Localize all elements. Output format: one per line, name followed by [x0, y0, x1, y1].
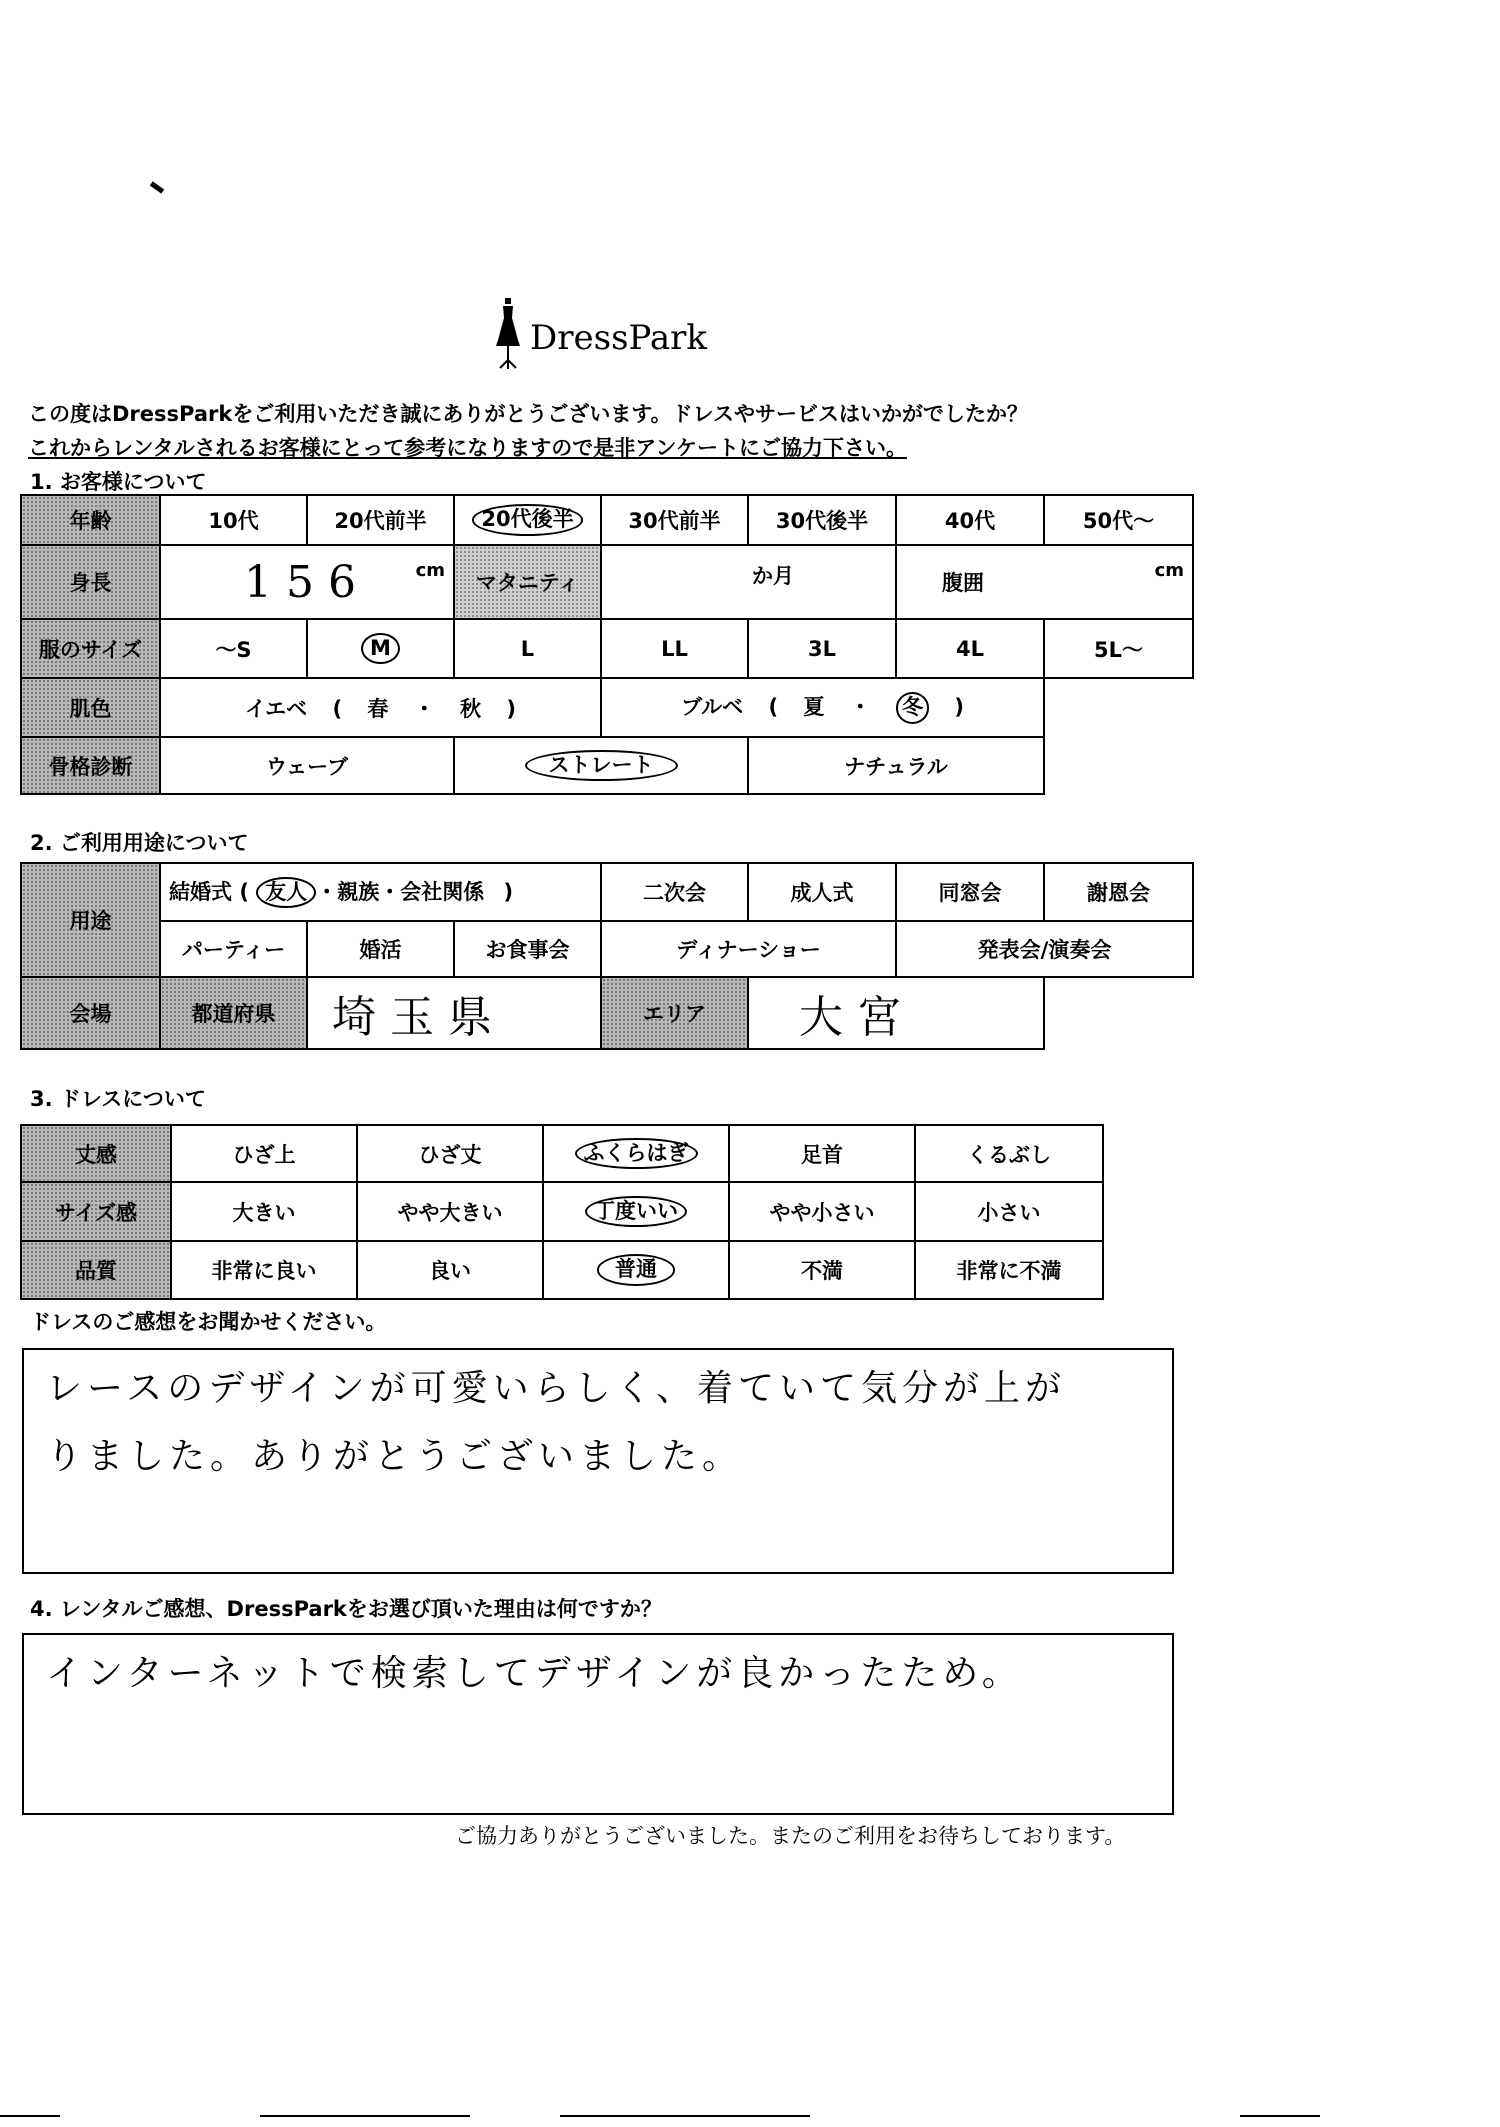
usage-wedding-option[interactable] — [160, 863, 601, 921]
closing-message: ご協力ありがとうございました。またのご利用をお待ちしております。 — [455, 1824, 1126, 1848]
friend-option-selected[interactable]: 友人 — [256, 877, 316, 908]
frame-option-natural[interactable]: ナチュラル — [748, 737, 1044, 794]
dress-icon — [490, 298, 526, 372]
dress-comment-box[interactable] — [22, 1348, 1174, 1574]
size-option-4l[interactable]: 4L — [896, 619, 1044, 678]
wedding-label: 結婚式 — [169, 879, 232, 904]
winter-option-selected[interactable]: 冬 — [896, 692, 929, 723]
prefecture-value: 埼玉県 — [332, 992, 506, 1043]
brand-name: DressPark — [530, 318, 708, 358]
length-option-above-knee[interactable]: ひざ上 — [171, 1125, 357, 1182]
size-option-m[interactable] — [307, 619, 454, 678]
selected-circle: M — [361, 633, 400, 664]
selected-circle: 丁度いい — [585, 1196, 687, 1227]
usage-option-coming-of-age[interactable]: 成人式 — [748, 863, 896, 921]
size-option-l[interactable]: L — [454, 619, 601, 678]
empty-cell — [1044, 977, 1193, 1049]
age-label: 年齢 — [21, 495, 160, 545]
frame-label: 骨格診断 — [21, 737, 160, 794]
skin-yellow-option[interactable] — [160, 678, 601, 737]
dress-comment-line-1: レースのデザインが可愛いらしく、着ていて気分が上が — [46, 1368, 1066, 1409]
fit-option-large[interactable]: 大きい — [171, 1182, 357, 1241]
reason-answer-text: インターネットで検索してデザインが良かったため。 — [46, 1653, 1023, 1694]
height-unit: cm — [415, 560, 445, 581]
age-option-late-20s[interactable] — [454, 495, 601, 545]
scan-mark — [150, 181, 164, 193]
paren-open: ( — [768, 695, 779, 720]
wedding-other-options: ・親族・会社関係 — [316, 879, 485, 904]
skin-blue-option[interactable] — [601, 678, 1044, 737]
length-option-ankle[interactable]: 足首 — [729, 1125, 915, 1182]
waist-unit: cm — [1154, 560, 1184, 581]
area-value: 大宮 — [799, 992, 916, 1043]
summer-option[interactable]: 夏 — [803, 695, 825, 720]
maternity-label: マタニティ — [454, 545, 601, 619]
selected-circle: 20代後半 — [472, 504, 582, 535]
separator-dot: ・ — [413, 696, 435, 721]
usage-option-dinner[interactable]: お食事会 — [454, 921, 601, 977]
paren-open: ( — [239, 879, 249, 904]
fit-option-small[interactable]: 小さい — [915, 1182, 1103, 1241]
frame-option-wave[interactable]: ウェーブ — [160, 737, 454, 794]
empty-cell — [1044, 737, 1193, 794]
section-2-heading: 2. ご利用用途について — [30, 831, 249, 855]
scan-edge-marks — [0, 2114, 1500, 2118]
length-option-knee[interactable]: ひざ丈 — [357, 1125, 543, 1182]
usage-option-dinner-show[interactable]: ディナーショー — [601, 921, 896, 977]
usage-table — [20, 862, 1194, 1050]
quality-option-average[interactable] — [543, 1241, 729, 1299]
frame-option-straight[interactable] — [454, 737, 748, 794]
customer-table — [20, 494, 1194, 795]
age-option-early-20s[interactable]: 20代前半 — [307, 495, 454, 545]
usage-option-party[interactable]: パーティー — [160, 921, 307, 977]
prefecture-field[interactable] — [307, 977, 601, 1049]
fit-option-just-right[interactable] — [543, 1182, 729, 1241]
months-unit: か月 — [752, 564, 794, 588]
size-option-ll[interactable]: LL — [601, 619, 748, 678]
area-label: エリア — [601, 977, 748, 1049]
size-option-5l[interactable]: 5L〜 — [1044, 619, 1193, 678]
intro-line-1: この度はDressParkをご利用いただき誠にありがとうございます。ドレスやサービスはいかがでしたか？ — [28, 402, 1029, 426]
section-3-heading: 3. ドレスについて — [30, 1087, 206, 1111]
autumn-option[interactable]: 秋 — [460, 696, 482, 721]
brand-logo — [490, 298, 750, 373]
usage-option-reunion[interactable]: 同窓会 — [896, 863, 1044, 921]
size-label: 服のサイズ — [21, 619, 160, 678]
quality-label: 品質 — [21, 1241, 171, 1299]
age-option-early-30s[interactable]: 30代前半 — [601, 495, 748, 545]
fit-label: サイズ感 — [21, 1182, 171, 1241]
usage-option-konkatsu[interactable]: 婚活 — [307, 921, 454, 977]
usage-label: 用途 — [21, 863, 160, 977]
spring-option[interactable]: 春 — [367, 696, 389, 721]
length-option-anklebone[interactable]: くるぶし — [915, 1125, 1103, 1182]
quality-option-very-dissatisfied[interactable]: 非常に不満 — [915, 1241, 1103, 1299]
venue-label: 会場 — [21, 977, 160, 1049]
blue-base-label: ブルベ — [681, 695, 744, 720]
height-label: 身長 — [21, 545, 160, 619]
fit-option-slightly-large[interactable]: やや大きい — [357, 1182, 543, 1241]
selected-circle: ストレート — [525, 750, 678, 781]
selected-circle: ふくらはぎ — [575, 1138, 698, 1169]
quality-option-good[interactable]: 良い — [357, 1241, 543, 1299]
quality-option-very-good[interactable]: 非常に良い — [171, 1241, 357, 1299]
waist-field[interactable] — [896, 545, 1193, 619]
usage-option-thanks-party[interactable]: 謝恩会 — [1044, 863, 1193, 921]
length-label: 丈感 — [21, 1125, 171, 1182]
usage-option-afterparty[interactable]: 二次会 — [601, 863, 748, 921]
paren-close: ) — [506, 696, 516, 721]
selected-circle: 普通 — [597, 1254, 675, 1285]
dress-comment-line-2: りました。ありがとうございました。 — [46, 1436, 744, 1477]
usage-option-recital[interactable]: 発表会/演奏会 — [896, 921, 1193, 977]
size-option-3l[interactable]: 3L — [748, 619, 896, 678]
maternity-months-field[interactable] — [601, 545, 896, 619]
separator-dot: ・ — [849, 695, 871, 720]
intro-line-2: これからレンタルされるお客様にとって参考になりますので是非アンケートにご協力下さい。 — [28, 436, 907, 460]
paren-open: ( — [332, 696, 343, 721]
age-option-40s[interactable]: 40代 — [896, 495, 1044, 545]
age-option-10s[interactable]: 10代 — [160, 495, 307, 545]
height-value: 156 — [244, 556, 370, 608]
yellow-base-label: イエベ — [245, 696, 308, 721]
waist-label: 腹囲 — [942, 571, 984, 595]
prefecture-label: 都道府県 — [160, 977, 307, 1049]
dress-table — [20, 1124, 1104, 1300]
quality-option-dissatisfied[interactable]: 不満 — [729, 1241, 915, 1299]
length-option-calf[interactable] — [543, 1125, 729, 1182]
section-4-heading: 4. レンタルご感想、DressParkをお選び頂いた理由は何ですか？ — [30, 1597, 662, 1621]
section-1-heading: 1. お客様について — [30, 470, 207, 494]
age-option-late-30s[interactable]: 30代後半 — [748, 495, 896, 545]
age-option-50s[interactable]: 50代〜 — [1044, 495, 1193, 545]
reason-answer-box[interactable] — [22, 1633, 1174, 1815]
empty-cell — [1044, 678, 1193, 737]
paren-close: ) — [503, 879, 514, 904]
paren-close: ) — [954, 695, 964, 720]
fit-option-slightly-small[interactable]: やや小さい — [729, 1182, 915, 1241]
skin-label: 肌色 — [21, 678, 160, 737]
height-field[interactable] — [160, 545, 454, 619]
dress-comment-prompt: ドレスのご感想をお聞かせください。 — [30, 1310, 387, 1334]
size-option-s[interactable]: 〜S — [160, 619, 307, 678]
area-field[interactable] — [748, 977, 1044, 1049]
